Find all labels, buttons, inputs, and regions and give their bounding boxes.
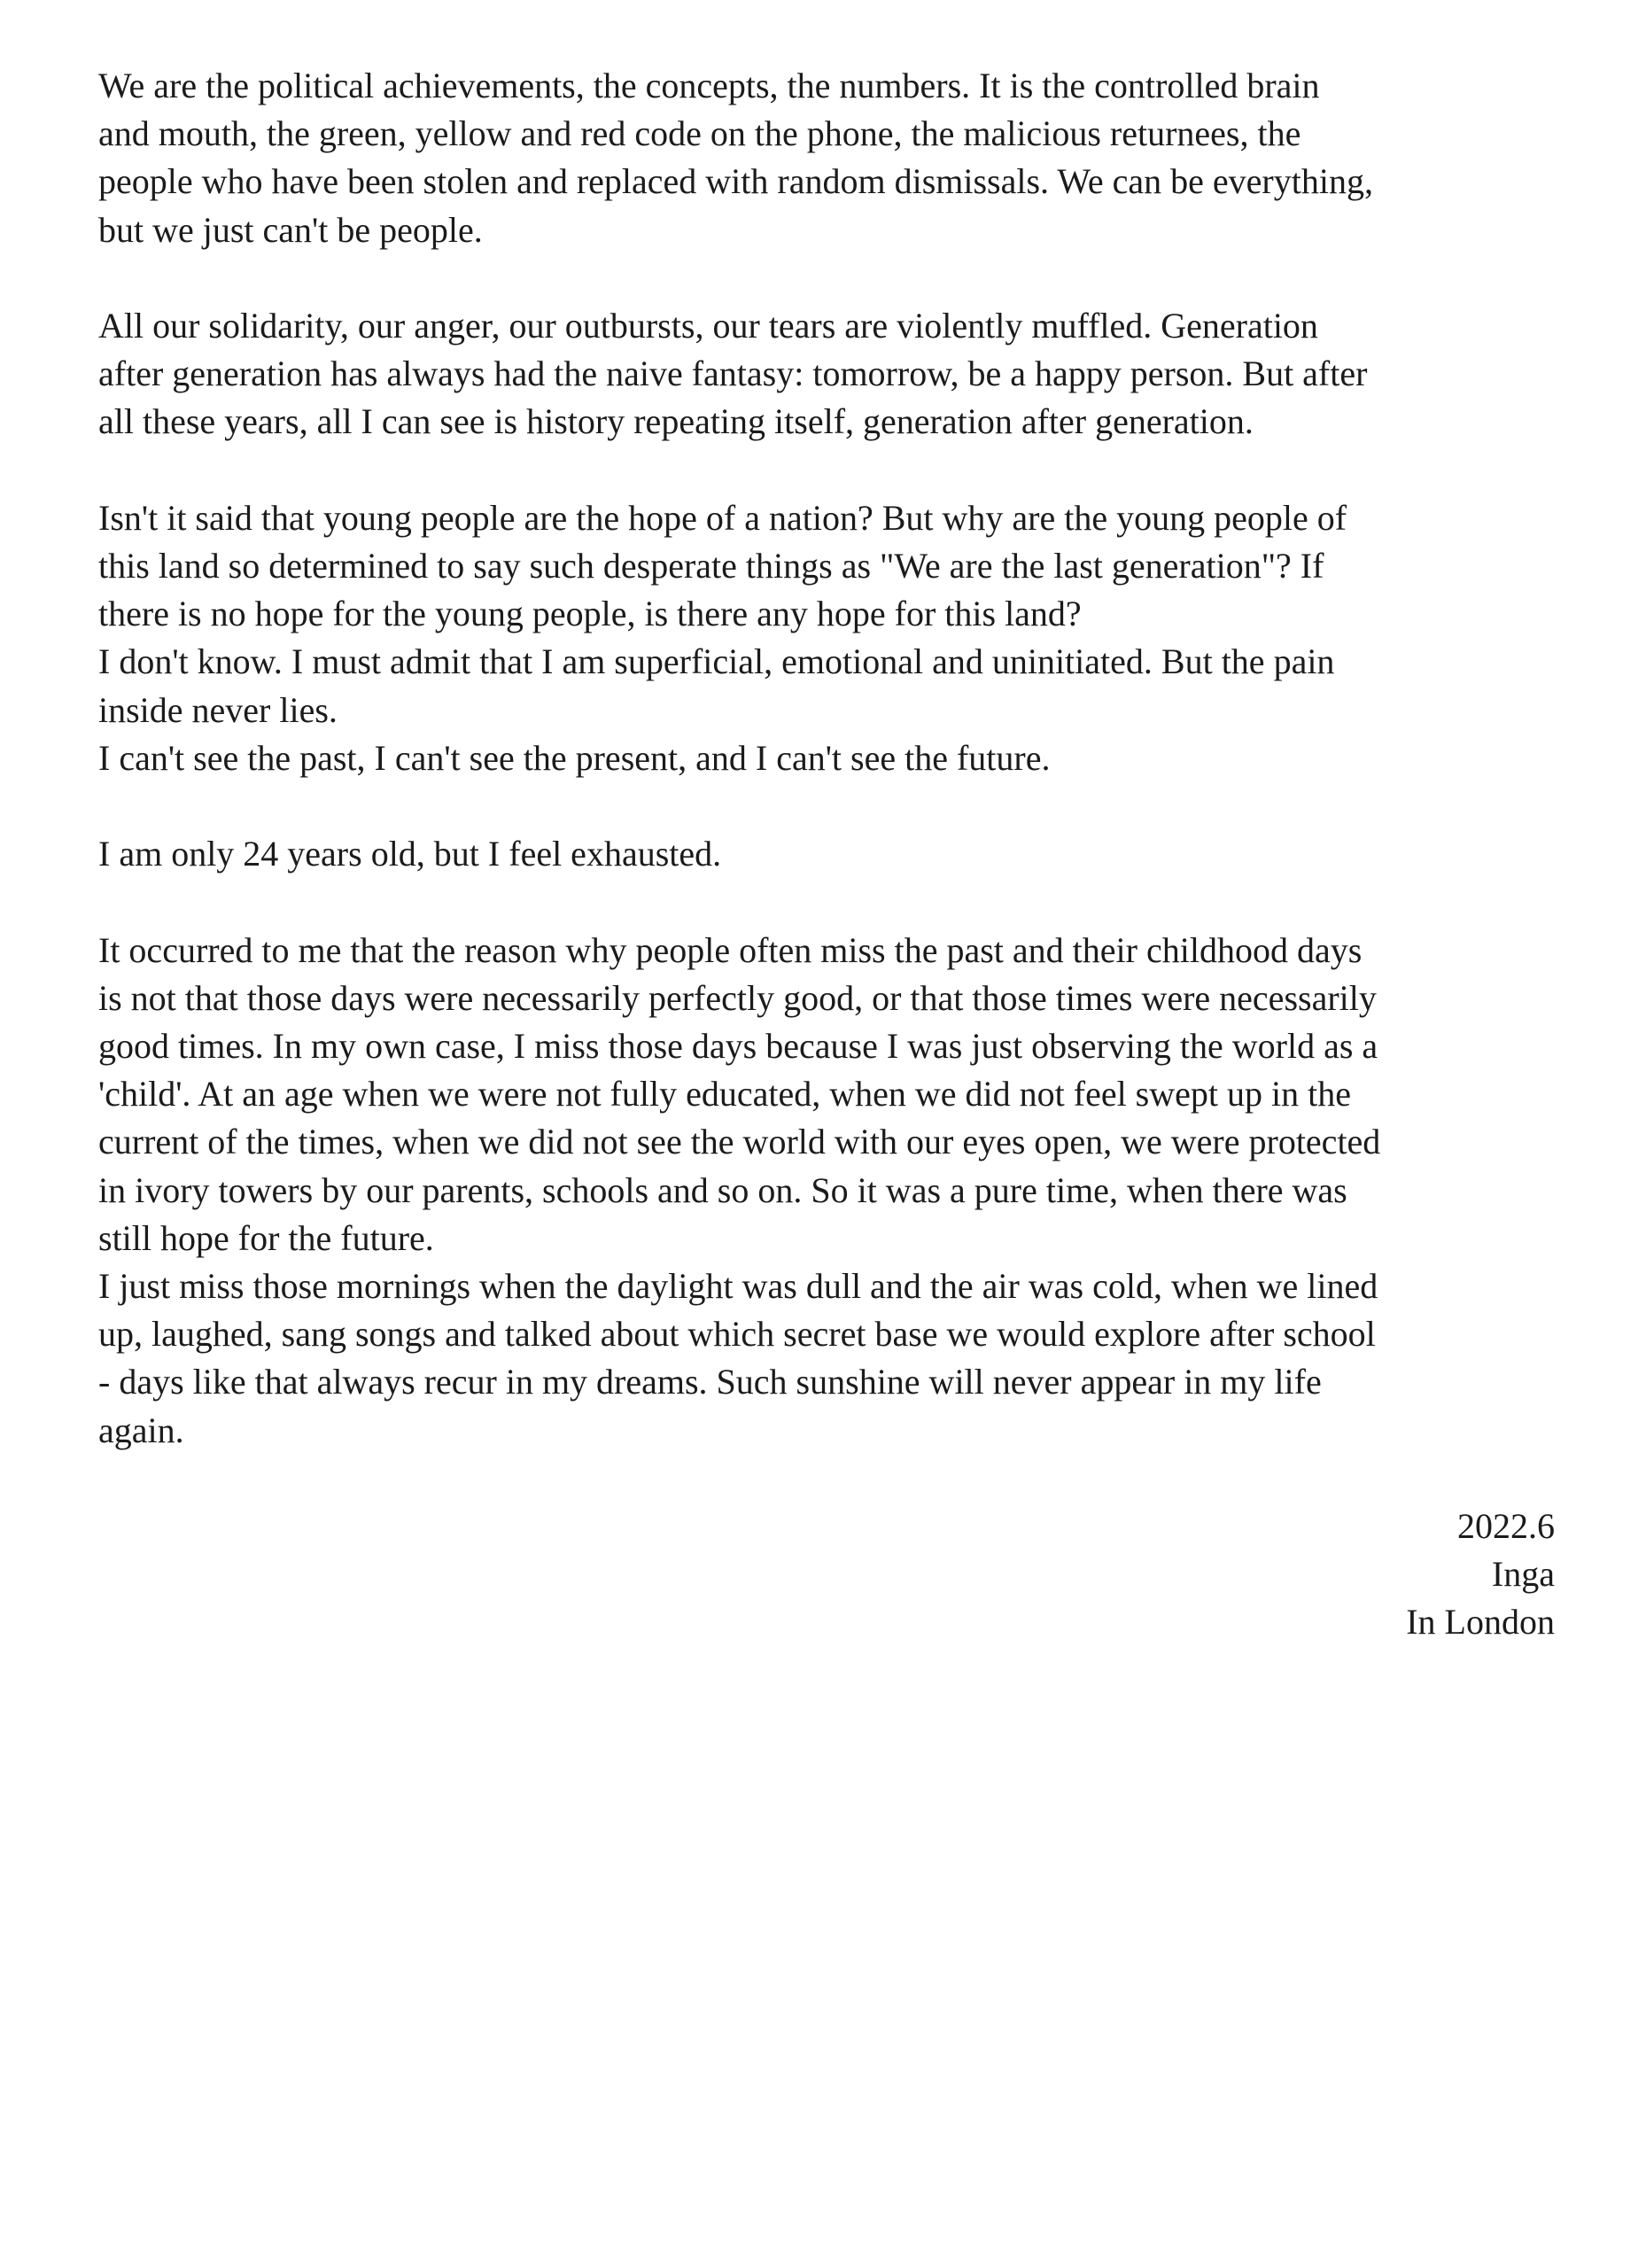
text-line: All our solidarity, our anger, our outbursts, our tears are violently muffled. Generation (98, 306, 1318, 346)
text-line: and mouth, the green, yellow and red code on the phone, the malicious returnees, the (98, 113, 1301, 154)
paragraph-5 (98, 927, 1560, 1455)
text-line: but we just can't be people. (98, 209, 483, 250)
text-line: I am only 24 years old, but I feel exhausted. (98, 834, 722, 874)
text-line: It occurred to me that the reason why people often miss the past and their childhood days (98, 929, 1363, 970)
paragraph-2 (98, 302, 1560, 447)
signature-block (1406, 1503, 1555, 1646)
text-line: again. (98, 1410, 184, 1450)
paragraph-4 (98, 830, 1560, 878)
text-line: 'child'. At an age when we were not fully educated, when we did not feel swept up in the (98, 1074, 1351, 1115)
paragraph-gap (98, 254, 1560, 302)
text-line: is not that those days were necessarily perfectly good, or that those times were necessarily (98, 977, 1377, 1018)
text-line: all these years, all I can see is history repeating itself, generation after generation. (98, 401, 1254, 442)
signature-location: In London (1406, 1602, 1555, 1642)
text-line: up, laughed, sang songs and talked about which secret base we would explore after school (98, 1314, 1376, 1355)
paragraph-gap (98, 782, 1560, 830)
paragraph-3 (98, 494, 1560, 782)
text-line: - days like that always recur in my dreams. Such sunshine will never appear in my life (98, 1362, 1322, 1402)
text-line: We are the political achievements, the concepts, the numbers. It is the controlled brain (98, 66, 1320, 105)
text-line: there is no hope for the young people, is there any hope for this land? (98, 594, 1082, 634)
text-line: I just miss those mornings when the daylight was dull and the air was cold, when we lined (98, 1266, 1378, 1307)
text-line: I don't know. I must admit that I am superficial, emotional and uninitiated. But the pain (98, 641, 1335, 682)
text-line: people who have been stolen and replaced with random dismissals. We can be everything, (98, 161, 1373, 202)
letter-body (98, 62, 1560, 1455)
text-line: still hope for the future. (98, 1217, 434, 1258)
text-line: Isn't it said that young people are the hope of a nation? But why are the young people of (98, 497, 1347, 538)
text-line: I can't see the past, I can't see the present, and I can't see the future. (98, 737, 1051, 778)
paragraph-gap (98, 878, 1560, 926)
text-line: after generation has always had the naive fantasy: tomorrow, be a happy person. But after (98, 353, 1368, 394)
text-line: in ivory towers by our parents, schools and so on. So it was a pure time, when there was (98, 1169, 1347, 1210)
signature-date: 2022.6 (1457, 1506, 1555, 1546)
paragraph-1 (98, 62, 1560, 254)
signature-name: Inga (1491, 1554, 1555, 1594)
paragraph-gap (98, 447, 1560, 494)
text-line: current of the times, when we did not see the world with our eyes open, we were protected (98, 1122, 1381, 1162)
text-line: this land so determined to say such desperate things as "We are the last generation"? If (98, 546, 1324, 586)
text-line: inside never lies. (98, 689, 338, 730)
text-line: good times. In my own case, I miss those days because I was just observing the world as a (98, 1026, 1378, 1066)
